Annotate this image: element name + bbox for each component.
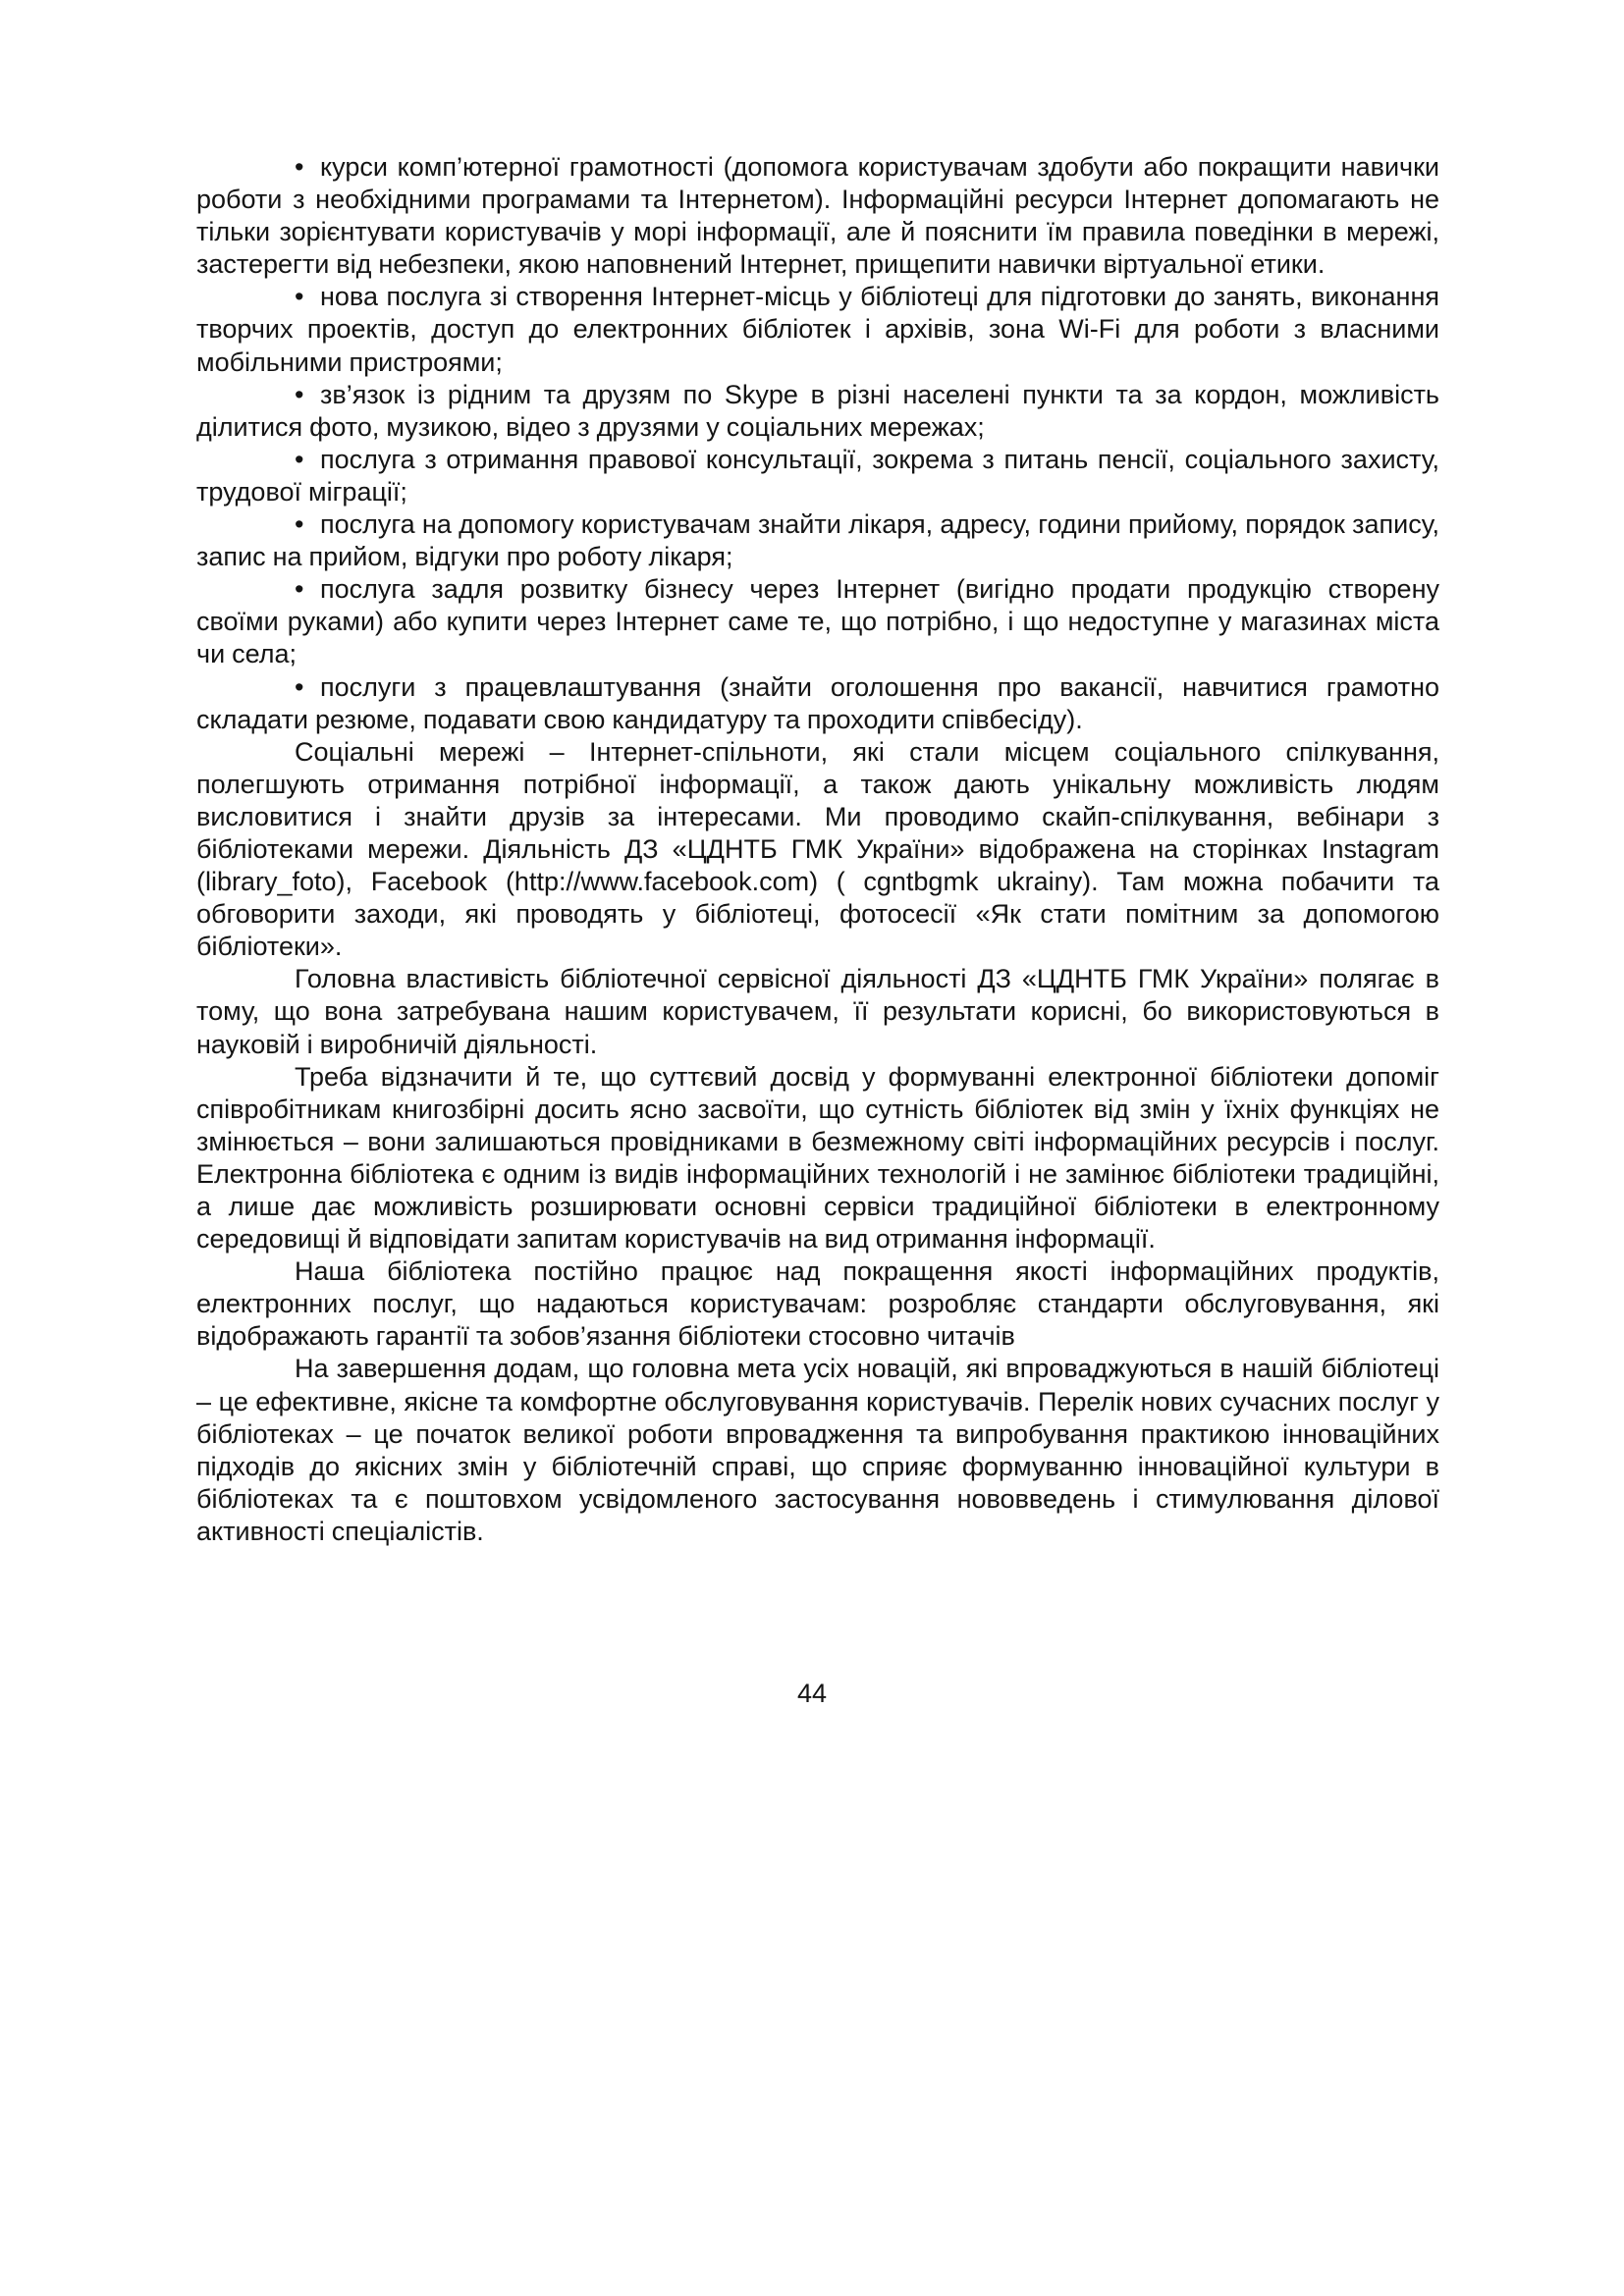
page-number: 44: [796, 1679, 828, 1708]
list-item-internet-places: • нова послуга зі створення Інтернет-місць у бібліотеці для підготовки до занять, виконання творчих проектів, доступ до електронних бібліотек і архівів, зона Wi-Fi для роботи з власними мобільними пристроями;: [196, 281, 1439, 378]
page-body: [196, 151, 1439, 1548]
paragraph-electronic-library: Треба відзначити й те, що суттєвий досвід у формуванні електронної бібліотеки допоміг співробітникам книгозбірні досить ясно засвоїти, що сутність бібліотек від змін у їхніх функціях не змінюється – вони залишаються провідниками в безмежному світі інформаційних ресурсів і послуг. Електронна бібліотека є одним із видів інформаційних технологій і не замінює бібліотеки традиційні, а лише дає можливість розширювати основні сервіси традиційної бібліотеки в електронному середовищі й відповідати запитам користувачів на вид отримання інформації.: [196, 1061, 1439, 1255]
paragraph-social-networks: Соціальні мережі – Інтернет-спільноти, які стали місцем соціального спілкування, полегшують отримання потрібної інформації, а також дають унікальну можливість людям висловитися і знайти друзів за інтересами. Ми проводимо скайп-спілкування, вебінари з бібліотеками мережи. Діяльність ДЗ «ЦДНТБ ГМК України» відображена на сторінках Instagram (library_foto), Facebook (http://www.facebook.com) ( cgntbgmk ukrainy). Там можна побачити та обговорити заходи, які проводять у бібліотеці, фотосесії «Як стати помітним за допомогою бібліотеки».: [196, 736, 1439, 962]
paragraph-main-property: Головна властивість бібліотечної сервісної діяльності ДЗ «ЦДНТБ ГМК України» полягає в тому, що вона затребувана нашим користувачем, її результати корисні, бо використовуються в науковій і виробничій діяльності.: [196, 964, 1439, 1059]
list-item-doctor-service: • послуга на допомогу користувачам знайти лікаря, адресу, години прийому, порядок запису, запис на прийом, відгуки про роботу лікаря;: [196, 508, 1439, 573]
list-item-legal-consultation: • послуга з отримання правової консультації, зокрема з питань пенсії, соціального захисту, трудової міграції;: [196, 444, 1439, 508]
list-item-computer-literacy: • курси комп’ютерної грамотності (допомога користувачам здобути або покращити навички роботи з необхідними програмами та Інтернетом). Інформаційні ресурси Інтернет допомагають не тільки зорієнтувати користувачів у морі інформації, але й пояснити їм правила поведінки в мережі, застерегти від небезпеки, якою наповнений Інтернет, прищепити навички віртуальної етики.: [196, 151, 1439, 281]
paragraph-conclusion: На завершення додам, що головна мета усіх новацій, які впроваджуються в нашій бібліотеці – це ефективне, якісне та комфортне обслуговування користувачів. Перелік нових сучасних послуг у бібліотеках – це початок великої роботи впровадження та випробування практикою інноваційних підходів до якісних змін у бібліотечній справі, що сприяє формуванню інноваційної культури в бібліотеках та є поштовхом усвідомленого застосування нововведень і стимулювання ділової активності спеціалістів.: [196, 1354, 1439, 1546]
list-item-employment: • послуги з працевлаштування (знайти оголошення про вакансії, навчитися грамотно складати резюме, подавати свою кандидатуру та проходити співбесіду).: [196, 671, 1439, 736]
paragraph-quality: Наша бібліотека постійно працює над покращення якості інформаційних продуктів, електронних послуг, що надаються користувачам: розробляє стандарти обслуговування, які відображають гарантії та зобов’язання бібліотеки стосовно читачів: [196, 1256, 1439, 1352]
list-item-business: • послуга задля розвитку бізнесу через Інтернет (вигідно продати продукцію створену своїми руками) або купити через Інтернет саме те, що потрібно, і що недоступне у магазинах міста чи села;: [196, 573, 1439, 670]
list-item-skype: • зв’язок із рідним та друзям по Skype в різні населені пункти та за кордон, можливість ділитися фото, музикою, відео з друзями у соціальних мережах;: [196, 379, 1439, 444]
